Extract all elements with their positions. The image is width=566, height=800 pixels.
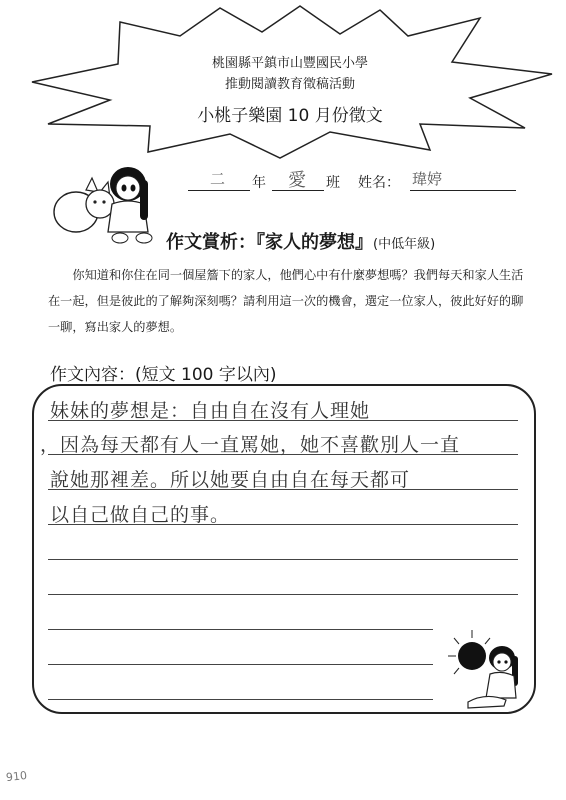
girl-with-sun-illustration [446, 628, 526, 712]
class-label: 班 [326, 175, 340, 191]
school-name: 桃園縣平鎮市山豐國民小學 [211, 56, 368, 71]
margin-note: 910 [5, 768, 28, 785]
essay-line: ，因為每天都有人一直罵她，她不喜歡別人一直 [40, 434, 461, 456]
essay-rule [48, 559, 518, 560]
essay-rule [48, 629, 433, 630]
content-label: 作文內容：(短文 100 字以內) [50, 365, 277, 385]
campaign-name: 推動閱讀教育徵稿活動 [224, 77, 355, 92]
essay-line: 以自己做自己的事。 [50, 504, 231, 526]
girl-with-cat-illustration [48, 160, 168, 245]
grade-label: 年 [252, 175, 266, 191]
grade-value: 二 [210, 170, 226, 188]
student-info-row [188, 172, 518, 194]
essay-line: 妹妹的夢想是：自由自在沒有人理她 [50, 400, 371, 422]
assignment-title [166, 228, 435, 254]
class-field[interactable] [272, 172, 324, 191]
assignment-level: (中低年級) [373, 237, 436, 252]
name-value: 瑋婷 [412, 170, 443, 188]
name-label: 姓名： [358, 175, 400, 191]
essay-line: 說她那裡差。所以她要自由自在每天都可 [50, 469, 411, 491]
assignment-title-text: 作文賞析：『家人的夢想』 [166, 232, 373, 253]
essay-rule [48, 594, 518, 595]
name-field[interactable] [410, 172, 516, 191]
grade-field[interactable] [188, 172, 250, 191]
essay-rule [48, 664, 433, 665]
essay-rule [48, 699, 433, 700]
class-value: 愛 [288, 170, 306, 191]
assignment-intro: 你知道和你住在同一個屋簷下的家人，他們心中有什麼夢想嗎？我們每天和家人生活在一起，但是彼此的了解夠深刻嗎？請利用這一次的機會，選定一位家人，彼此好好的聊一聊，寫出家人的夢想。 [48, 268, 524, 334]
contest-title: 小桃子樂園 10 月份徵文 [197, 106, 383, 126]
